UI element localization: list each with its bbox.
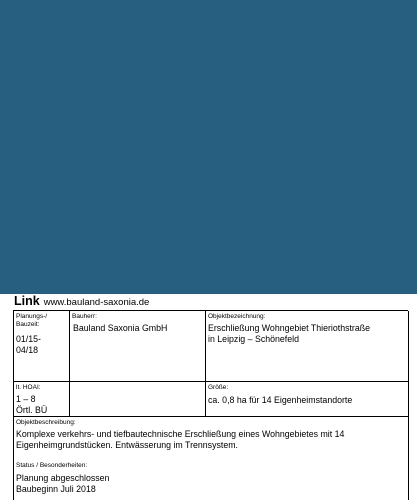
status-line1: Planung abgeschlossen [16, 473, 110, 483]
status-label: Status / Besonderheiten: [16, 462, 88, 469]
website-link[interactable]: www.bauland-saxonia.de [43, 297, 150, 308]
status-line2: Baubeginn Juli 2018 [16, 484, 96, 494]
description-cell [14, 417, 409, 500]
description-line2: Eigenheimgrundstücken. Entwässerung im Trennsystem. [16, 440, 238, 450]
hoai-value-line2: Örtl. BÜ [16, 405, 48, 415]
size-cell [206, 382, 409, 417]
hoai-value-line1: 1 – 8 [16, 394, 36, 404]
planning-period-cell [14, 311, 70, 382]
object-name-label: Objektbezeichnung: [208, 313, 266, 320]
hoai-cell [14, 382, 70, 417]
object-name-cell [206, 311, 409, 382]
planning-period-label-line2: Bauzeit: [16, 321, 40, 328]
object-name-value-line1: Erschließung Wohngebiet Thieriothstraße [208, 323, 371, 333]
client-cell [70, 311, 206, 382]
link-header [14, 294, 149, 308]
object-name-value-line2: in Leipzig – Schönefeld [208, 334, 299, 344]
client-label: Bauherr: [72, 313, 97, 320]
client-value: Bauland Saxonia GmbH [73, 323, 168, 333]
hoai-label: lt. HOAI: [16, 384, 41, 391]
planning-period-value-line1: 01/15- [16, 334, 41, 344]
planning-period-value-line2: 04/18 [16, 345, 39, 355]
link-title: Link [14, 294, 40, 308]
empty-cell [70, 382, 206, 417]
size-value: ca. 0,8 ha für 14 Eigenheimstandorte [208, 395, 353, 405]
project-data-sheet [13, 310, 408, 500]
description-label: Objektbeschreibung: [16, 419, 76, 426]
size-label: Größe: [208, 384, 229, 391]
planning-period-label-line1: Planungs-/ [16, 313, 48, 320]
description-line1: Komplexe verkehrs- und tiefbautechnische Erschließung eines Wohngebietes mit 14 [16, 429, 345, 439]
